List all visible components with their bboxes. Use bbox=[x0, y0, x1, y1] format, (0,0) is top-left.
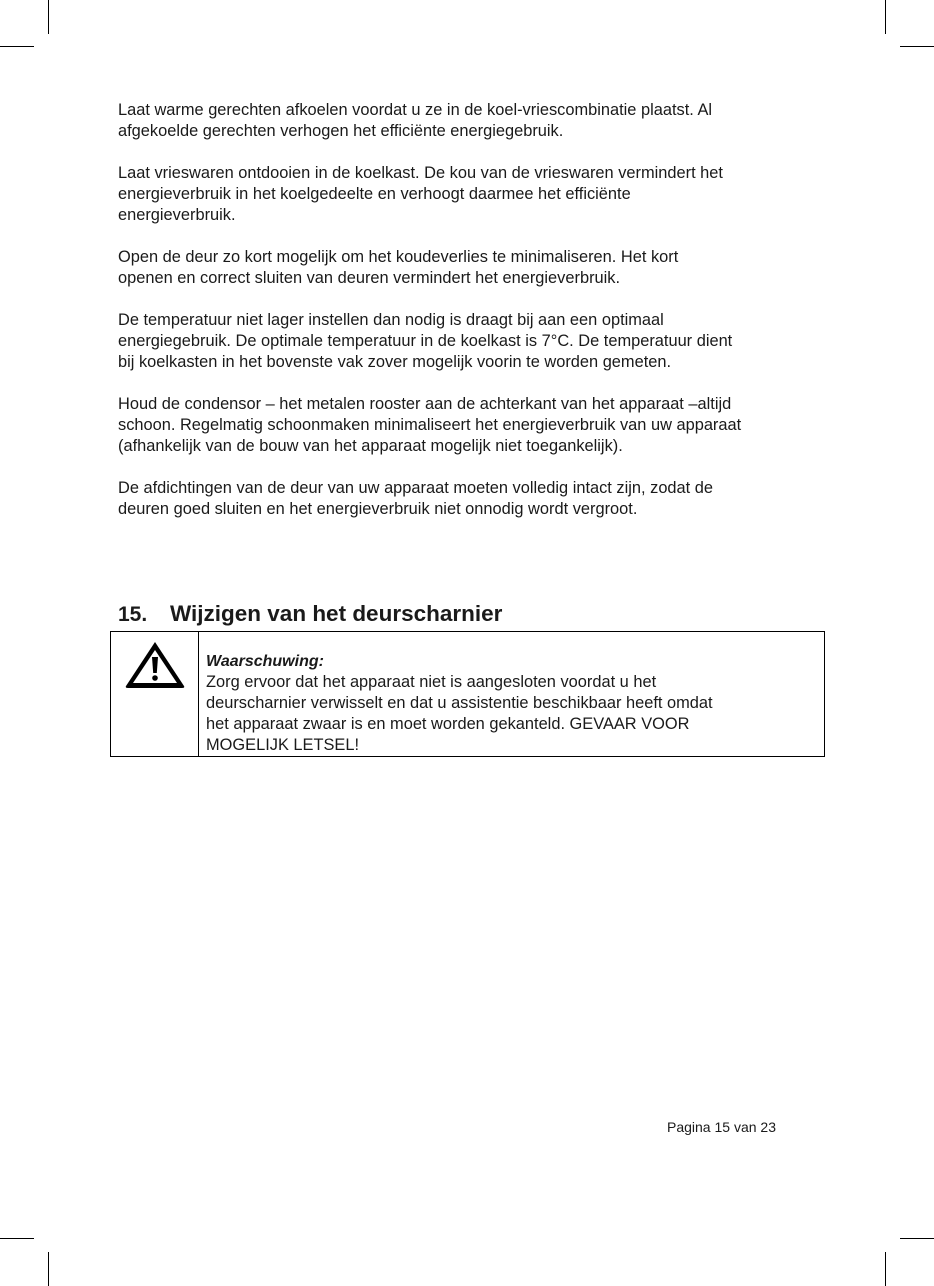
crop-mark bbox=[885, 1252, 886, 1286]
warning-icon-cell bbox=[111, 632, 199, 756]
text-line: deuren goed sluiten en het energieverbruik niet onnodig wordt vergroot. bbox=[118, 500, 638, 518]
warning-title: Waarschuwing: bbox=[206, 653, 324, 670]
text-line: (afhankelijk van de bouw van het apparaat mogelijk niet toegankelijk). bbox=[118, 437, 623, 455]
warning-box bbox=[110, 631, 825, 757]
section-title: Wijzigen van het deurscharnier bbox=[170, 601, 503, 626]
paragraph bbox=[118, 394, 818, 457]
paragraph bbox=[118, 310, 818, 373]
text-line: Laat vrieswaren ontdooien in de koelkast. De kou van de vrieswaren vermindert het bbox=[118, 164, 723, 182]
crop-mark bbox=[900, 46, 934, 47]
paragraph bbox=[118, 163, 818, 226]
crop-mark bbox=[48, 0, 49, 34]
section-heading bbox=[118, 601, 502, 627]
text-line: De temperatuur niet lager instellen dan nodig is draagt bij aan een optimaal bbox=[118, 311, 664, 329]
warning-text-cell bbox=[199, 632, 824, 756]
section-number: 15. bbox=[118, 603, 148, 626]
text-line: energieverbruik. bbox=[118, 206, 236, 224]
crop-mark bbox=[900, 1238, 934, 1239]
text-line: energiegebruik. De optimale temperatuur in de koelkast is 7°C. De temperatuur dient bbox=[118, 332, 733, 350]
warning-triangle-icon bbox=[124, 640, 186, 756]
crop-mark bbox=[48, 1252, 49, 1286]
text-line: schoon. Regelmatig schoonmaken minimaliseert het energieverbruik van uw apparaat bbox=[118, 416, 742, 434]
text-line: Houd de condensor – het metalen rooster aan de achterkant van het apparaat –altijd bbox=[118, 395, 732, 413]
text-line: De afdichtingen van de deur van uw apparaat moeten volledig intact zijn, zodat de bbox=[118, 479, 714, 497]
page-number: Pagina 15 van 23 bbox=[667, 1119, 776, 1135]
text-line: Laat warme gerechten afkoelen voordat u ze in de koel-vriescombinatie plaatst. Al bbox=[118, 101, 713, 119]
warning-line: MOGELIJK LETSEL! bbox=[206, 736, 360, 754]
paragraph bbox=[118, 478, 818, 520]
text-line: afgekoelde gerechten verhogen het efficiënte energiegebruik. bbox=[118, 122, 564, 140]
crop-mark bbox=[885, 0, 886, 34]
crop-mark bbox=[0, 46, 34, 47]
paragraph bbox=[118, 247, 818, 289]
text-line: energieverbruik in het koelgedeelte en verhoogt daarmee het efficiënte bbox=[118, 185, 631, 203]
warning-line: Zorg ervoor dat het apparaat niet is aangesloten voordat u het bbox=[206, 673, 657, 691]
text-line: bij koelkasten in het bovenste vak zover mogelijk voorin te worden gemeten. bbox=[118, 353, 672, 371]
warning-line: deurscharnier verwisselt en dat u assistentie beschikbaar heeft omdat bbox=[206, 694, 713, 712]
text-line: openen en correct sluiten van deuren vermindert het energieverbruik. bbox=[118, 269, 621, 287]
text-line: Open de deur zo kort mogelijk om het koudeverlies te minimaliseren. Het kort bbox=[118, 248, 679, 266]
crop-mark bbox=[0, 1238, 34, 1239]
paragraph bbox=[118, 100, 818, 142]
warning-line: het apparaat zwaar is en moet worden gekanteld. GEVAAR VOOR bbox=[206, 715, 690, 733]
body-text bbox=[118, 100, 818, 541]
